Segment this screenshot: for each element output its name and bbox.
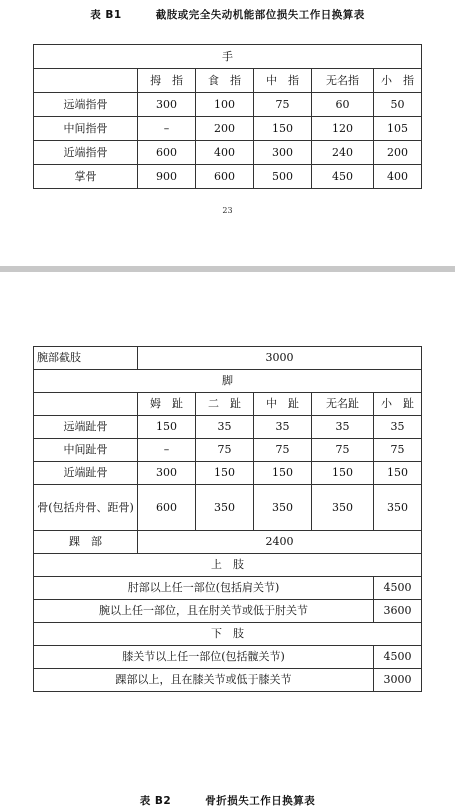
- foot-column-header: 中 趾: [254, 393, 312, 416]
- table-cell: 4500: [374, 577, 422, 600]
- table-cell: 150: [196, 462, 254, 485]
- upper-limb-section-header: 上 肢: [34, 554, 422, 577]
- hand-column-header: 拇 指: [138, 69, 196, 93]
- table-row: [34, 439, 422, 462]
- table-b1-title: [0, 7, 455, 22]
- foot-corner-cell: [34, 393, 138, 416]
- table-cell: 3000: [374, 669, 422, 692]
- row-label: 中间指骨: [34, 117, 138, 141]
- table-cell: 400: [374, 165, 422, 189]
- table-b2-code: 表 B2: [139, 795, 172, 807]
- hand-column-header: 小 指: [374, 69, 422, 93]
- table-cell: –: [138, 439, 196, 462]
- row-label: 近端指骨: [34, 141, 138, 165]
- table-b2-title-text: 骨折损失工作日换算表: [205, 795, 316, 807]
- table-cell: 300: [138, 93, 196, 117]
- table-cell: 500: [254, 165, 312, 189]
- row-label: 膝关节以上任一部位(包括髋关节): [34, 646, 374, 669]
- table-cell: 450: [312, 165, 374, 189]
- row-label: 骨(包括舟骨、距骨): [34, 485, 138, 531]
- foot-column-header: 姆 趾: [138, 393, 196, 416]
- table-cell: 35: [312, 416, 374, 439]
- foot-limb-table: [33, 346, 422, 692]
- hand-corner-cell: [34, 69, 138, 93]
- table-cell: 3000: [138, 347, 422, 370]
- table-cell: 75: [312, 439, 374, 462]
- table-row: [34, 577, 422, 600]
- table-row: [34, 141, 422, 165]
- table-b1-title-text: 截肢或完全失动机能部位损失工作日换算表: [155, 9, 365, 21]
- table-cell: 350: [312, 485, 374, 531]
- hand-column-header: 无名指: [312, 69, 374, 93]
- table-cell: 2400: [138, 531, 422, 554]
- foot-column-header-row: [34, 393, 422, 416]
- table-cell: 600: [196, 165, 254, 189]
- table-row: [34, 600, 422, 623]
- table-row: [34, 669, 422, 692]
- foot-section-row: [34, 370, 422, 393]
- ankle-row: [34, 531, 422, 554]
- hand-section-row: [34, 45, 422, 69]
- table-row: [34, 462, 422, 485]
- table-row: [34, 485, 422, 531]
- table-cell: 75: [254, 439, 312, 462]
- hand-section-header: 手: [34, 45, 422, 69]
- table-cell: 400: [196, 141, 254, 165]
- lower-limb-section-row: [34, 623, 422, 646]
- table-cell: 900: [138, 165, 196, 189]
- table-row: [34, 93, 422, 117]
- table-cell: 35: [196, 416, 254, 439]
- table-cell: 240: [312, 141, 374, 165]
- hand-column-header: 食 指: [196, 69, 254, 93]
- table-row: [34, 416, 422, 439]
- table-cell: 60: [312, 93, 374, 117]
- upper-limb-section-row: [34, 554, 422, 577]
- table-cell: 600: [138, 141, 196, 165]
- foot-section-header: 脚: [34, 370, 422, 393]
- table-cell: 300: [138, 462, 196, 485]
- row-label: 踝部以上，且在膝关节或低于膝关节: [34, 669, 374, 692]
- table-cell: 120: [312, 117, 374, 141]
- row-label: 掌骨: [34, 165, 138, 189]
- row-label: 腕以上任一部位，且在肘关节或低于肘关节: [34, 600, 374, 623]
- table-cell: 350: [374, 485, 422, 531]
- table-cell: 75: [196, 439, 254, 462]
- table-cell: 150: [374, 462, 422, 485]
- table-b1-code: 表 B1: [90, 9, 122, 21]
- row-label: 肘部以上任一部位(包括肩关节): [34, 577, 374, 600]
- table-cell: 35: [374, 416, 422, 439]
- table-cell: 3600: [374, 600, 422, 623]
- table-cell: 35: [254, 416, 312, 439]
- table-cell: 150: [138, 416, 196, 439]
- page-divider: [0, 266, 455, 272]
- foot-column-header: 无名趾: [312, 393, 374, 416]
- table-cell: 50: [374, 93, 422, 117]
- table-cell: 105: [374, 117, 422, 141]
- lower-limb-section-header: 下 肢: [34, 623, 422, 646]
- table-cell: 600: [138, 485, 196, 531]
- row-label: 腕部截肢: [34, 347, 138, 370]
- table-cell: 150: [254, 117, 312, 141]
- row-label: 远端趾骨: [34, 416, 138, 439]
- foot-column-header: 二 趾: [196, 393, 254, 416]
- table-cell: 200: [196, 117, 254, 141]
- row-label: 中间趾骨: [34, 439, 138, 462]
- page-number: 23: [222, 206, 233, 215]
- hand-column-header: 中 指: [254, 69, 312, 93]
- table-cell: 75: [254, 93, 312, 117]
- table-cell: 75: [374, 439, 422, 462]
- row-label: 近端趾骨: [34, 462, 138, 485]
- row-label: 踝 部: [34, 531, 138, 554]
- table-b2-title: [0, 793, 455, 808]
- row-label: 远端指骨: [34, 93, 138, 117]
- hand-column-header-row: [34, 69, 422, 93]
- foot-column-header: 小 趾: [374, 393, 422, 416]
- table-cell: 100: [196, 93, 254, 117]
- table-cell: 200: [374, 141, 422, 165]
- table-cell: 300: [254, 141, 312, 165]
- table-cell: 350: [196, 485, 254, 531]
- table-row: [34, 117, 422, 141]
- table-cell: 150: [254, 462, 312, 485]
- hand-table: [33, 44, 422, 189]
- table-cell: 150: [312, 462, 374, 485]
- table-cell: 350: [254, 485, 312, 531]
- table-row: [34, 646, 422, 669]
- wrist-row: [34, 347, 422, 370]
- table-row: [34, 165, 422, 189]
- table-cell: 4500: [374, 646, 422, 669]
- table-cell: –: [138, 117, 196, 141]
